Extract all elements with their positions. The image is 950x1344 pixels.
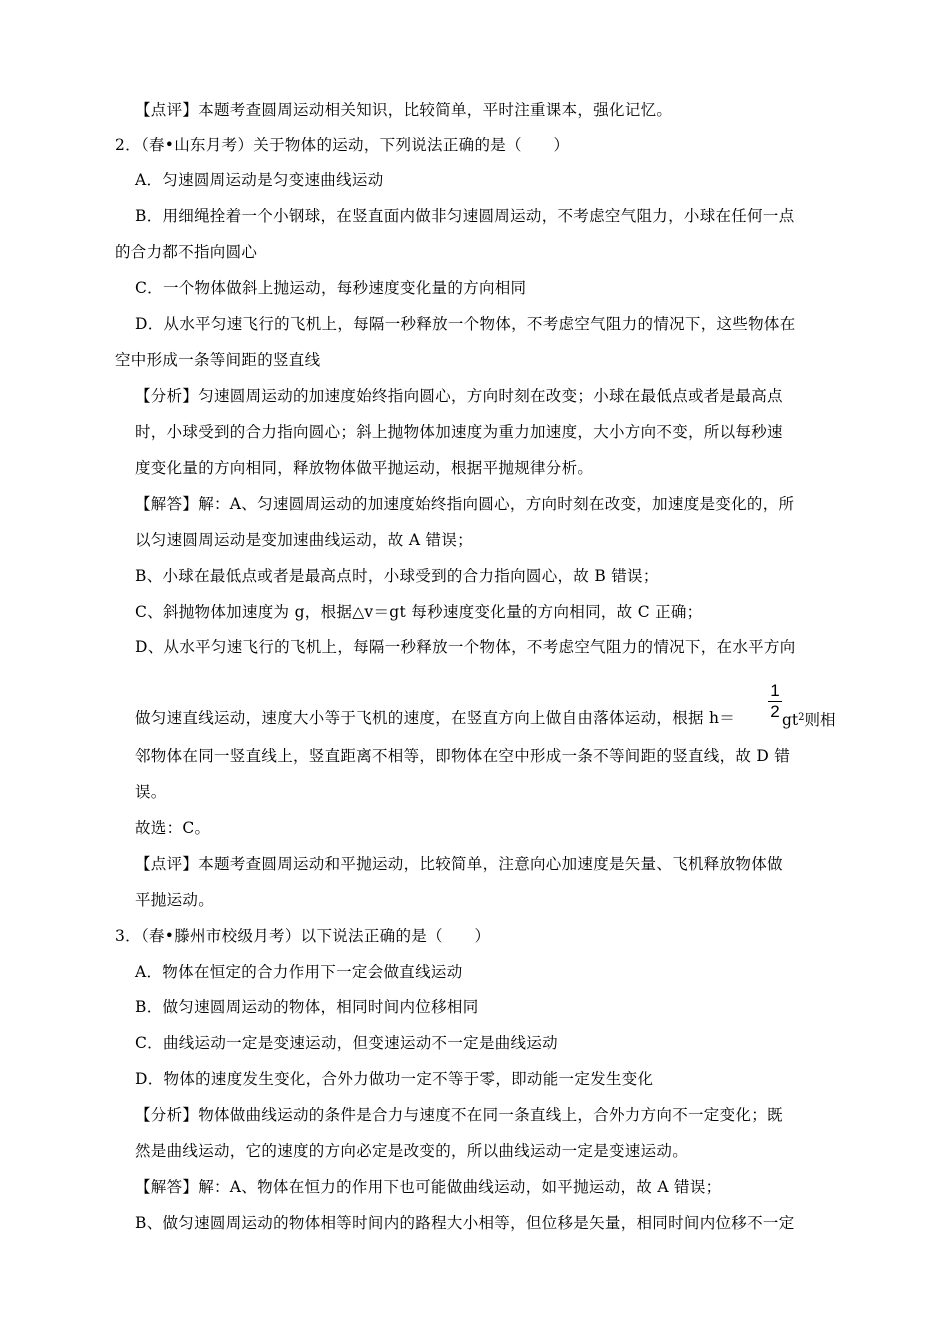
fraction-one-half bbox=[768, 681, 782, 722]
option-a: A．匀速圆周运动是匀变速曲线运动 bbox=[135, 171, 384, 189]
option-b: B．做匀速圆周运动的物体，相同时间内位移相同 bbox=[135, 998, 479, 1016]
option-a: A．物体在恒定的合力作用下一定会做直线运动 bbox=[135, 963, 463, 981]
option-b-cont: 的合力都不指向圆心 bbox=[115, 243, 258, 261]
option-d: D．从水平匀速飞行的飞机上，每隔一秒释放一个物体，不考虑空气阻力的情况下，这些物体在 bbox=[135, 315, 796, 333]
answer-line: C、斜抛物体加速度为 g，根据△v＝gt 每秒速度变化量的方向相同，故 C 正确； bbox=[135, 603, 703, 621]
fraction-numerator: 1 bbox=[770, 681, 780, 700]
option-d-cont: 空中形成一条等间距的竖直线 bbox=[115, 351, 321, 369]
answer-line: 误。 bbox=[135, 783, 167, 801]
option-b: B．用细绳拴着一个小钢球，在竖直面内做非匀速圆周运动，不考虑空气阻力，小球在任何一点 bbox=[135, 207, 795, 225]
formula-tail bbox=[782, 707, 836, 731]
formula-base: gt bbox=[782, 711, 799, 729]
analysis-line: 度变化量的方向相同，释放物体做平抛运动，根据平抛规律分析。 bbox=[135, 459, 594, 477]
option-d: D．物体的速度发生变化，合外力做功一定不等于零，即动能一定发生变化 bbox=[135, 1070, 654, 1088]
answer-line: 做匀速直线运动，速度大小等于飞机的速度，在竖直方向上做自由落体运动，根据 h＝ bbox=[135, 709, 736, 727]
formula-after: 则相 bbox=[804, 711, 836, 729]
choice-line: 故选：C。 bbox=[135, 819, 211, 837]
answer-line: D、从水平匀速飞行的飞机上，每隔一秒释放一个物体，不考虑空气阻力的情况下，在水平方向 bbox=[135, 638, 796, 656]
answer-line: 邻物体在同一竖直线上，竖直距离不相等，即物体在空中形成一条不等间距的竖直线，故 D 错 bbox=[135, 747, 791, 765]
option-c: C．一个物体做斜上抛运动，每秒速度变化量的方向相同 bbox=[135, 279, 527, 297]
answer-line: B、小球在最低点或者是最高点时，小球受到的合力指向圆心，故 B 错误； bbox=[135, 567, 659, 585]
answer-line: 【解答】解：A、匀速圆周运动的加速度始终指向圆心，方向时刻在改变，加速度是变化的，所 bbox=[135, 495, 795, 513]
analysis-line: 【分析】物体做曲线运动的条件是合力与速度不在同一条直线上，合外力方向不一定变化；既 bbox=[135, 1106, 783, 1124]
fraction-denominator: 2 bbox=[770, 702, 780, 721]
comment-line: 【点评】本题考查圆周运动和平抛运动，比较简单，注意向心加速度是矢量、飞机释放物体做 bbox=[135, 855, 783, 873]
analysis-line: 然是曲线运动，它的速度的方向必定是改变的，所以曲线运动一定是变速运动。 bbox=[135, 1142, 689, 1160]
answer-line: B、做匀速圆周运动的物体相等时间内的路程大小相等，但位移是矢量，相同时间内位移不一定 bbox=[135, 1214, 795, 1232]
text-line: 【点评】本题考查圆周运动相关知识，比较简单，平时注重课本，强化记忆。 bbox=[135, 101, 673, 119]
option-c: C．曲线运动一定是变速运动，但变速运动不一定是曲线运动 bbox=[135, 1034, 558, 1052]
question-2-stem: 2．（春•山东月考）关于物体的运动，下列说法正确的是（ ） bbox=[115, 136, 570, 154]
comment-line: 平抛运动。 bbox=[135, 891, 215, 909]
answer-line: 【解答】解：A、物体在恒力的作用下也可能做曲线运动，如平抛运动，故 A 错误； bbox=[135, 1178, 722, 1196]
formula-exponent: 2 bbox=[798, 712, 805, 723]
answer-line: 以匀速圆周运动是变加速曲线运动，故 A 错误； bbox=[135, 531, 473, 549]
analysis-line: 时，小球受到的合力指向圆心；斜上抛物体加速度为重力加速度，大小方向不变，所以每秒速 bbox=[135, 423, 783, 441]
question-3-stem: 3．（春•滕州市校级月考）以下说法正确的是（ ） bbox=[115, 927, 491, 945]
analysis-line: 【分析】匀速圆周运动的加速度始终指向圆心，方向时刻在改变；小球在最低点或者是最高点 bbox=[135, 387, 783, 405]
